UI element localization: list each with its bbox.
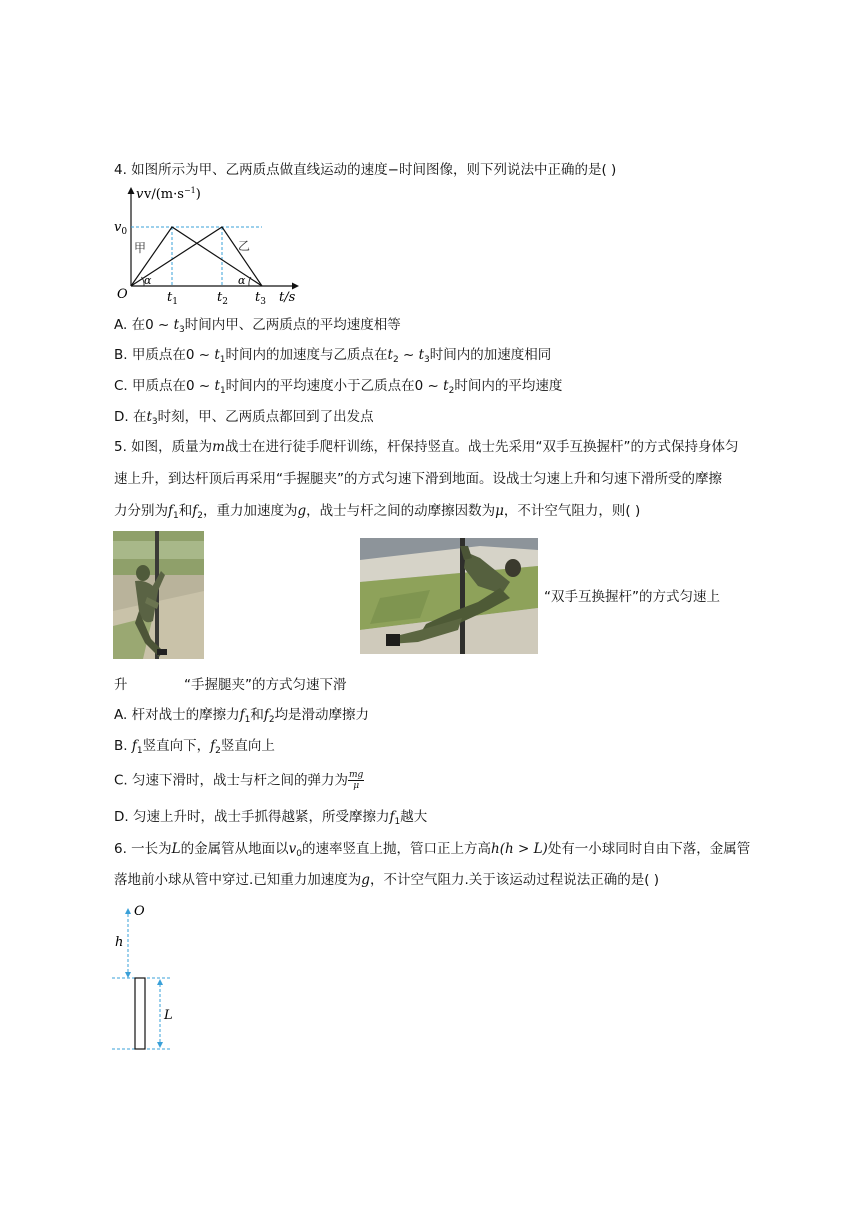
alpha-label-left: α bbox=[144, 274, 152, 287]
q5-stem-line3: 力分别为$f_1$和$f_2$，重力加速度为g，战士与杆之间的动摩擦因数为μ，不计空气阻力，则( ) bbox=[114, 503, 641, 521]
origin-label: O bbox=[117, 287, 128, 302]
soldier-sliding-photo bbox=[360, 538, 538, 654]
fraction-mg-over-mu: $\frac{mg}{\mu}$ bbox=[349, 770, 364, 791]
y-axis-label: $v/(m\cdot s^{-1})$ bbox=[144, 186, 201, 202]
q5-option-c: C. 匀速下滑时，战士与杆之间的弹力为 $\frac{mg}{\mu}$ bbox=[114, 770, 364, 791]
q5-option-d: D. 匀速上升时，战士手抓得越紧，所受摩擦力$f_1$越大 bbox=[114, 809, 428, 827]
t3-label: $t_3$ bbox=[255, 290, 266, 304]
soldier-climbing-photo bbox=[113, 531, 204, 659]
q6-tube-figure bbox=[110, 898, 200, 1058]
q5-stem-line1: 5. 如图，质量为m战士在进行徒手爬杆训练，杆保持竖直。战士先采用“双手互换握杆”的方式保持身体匀 bbox=[114, 439, 739, 455]
q6-line1: 6. 一长为L的金属管从地面以$v_0$的速率竖直上抛，管口正上方高h(h > L)处有一小球同时自由下落，金属管 bbox=[114, 841, 751, 859]
q4-stem: 4. 如图所示为甲、乙两质点做直线运动的速度−时间图像，则下列说法中正确的是( ) bbox=[114, 162, 617, 178]
alpha-label-right: α bbox=[238, 274, 246, 287]
x-axis-label: t/s bbox=[279, 290, 296, 304]
q6-line2: 落地前小球从管中穿过.已知重力加速度为g，不计空气阻力.关于该运动过程说法正确的是( ) bbox=[114, 872, 660, 888]
q5-caption-left: 升 bbox=[114, 677, 128, 693]
l-label: L bbox=[164, 1008, 173, 1023]
y-axis-label-v: v bbox=[136, 187, 144, 202]
q4-option-a: A. 在0 ~ $t_3$时间内甲、乙两质点的平均速度相等 bbox=[114, 317, 401, 335]
q5-option-b: B. $f_1$竖直向下，$f_2$竖直向上 bbox=[114, 738, 275, 756]
jia-label: 甲 bbox=[134, 241, 147, 255]
t2-label: $t_2$ bbox=[217, 290, 228, 304]
q5-caption-second: “手握腿夹”的方式匀速下滑 bbox=[184, 677, 347, 693]
metal-tube bbox=[135, 978, 145, 1049]
q4-option-c: C. 甲质点在0 ~ $t_1$时间内的平均速度小于乙质点在0 ~ $t_2$时间内的平均速度 bbox=[114, 378, 563, 396]
yi-label: 乙 bbox=[238, 239, 251, 253]
v0-label: $v_0$ bbox=[114, 220, 128, 237]
q5-option-a: A. 杆对战士的摩擦力$f_1$和$f_2$均是滑动摩擦力 bbox=[114, 707, 370, 725]
q4-option-b: B. 甲质点在0 ~ $t_1$时间内的加速度与乙质点在$t_2$ ~ $t_3$时间内的加速度相同 bbox=[114, 347, 552, 365]
q4-option-d: D. 在$t_3$时刻，甲、乙两质点都回到了出发点 bbox=[114, 409, 374, 427]
o-label: O bbox=[134, 904, 145, 919]
q5-caption-right: “双手互换握杆”的方式匀速上 bbox=[544, 589, 720, 605]
q4-velocity-time-graph bbox=[112, 186, 302, 304]
t1-label: $t_1$ bbox=[167, 290, 178, 304]
q5-stem-line2: 速上升，到达杆顶后再采用“手握腿夹”的方式匀速下滑到地面。设战士匀速上升和匀速下滑所受的摩擦 bbox=[114, 471, 722, 487]
h-label: h bbox=[115, 935, 124, 950]
